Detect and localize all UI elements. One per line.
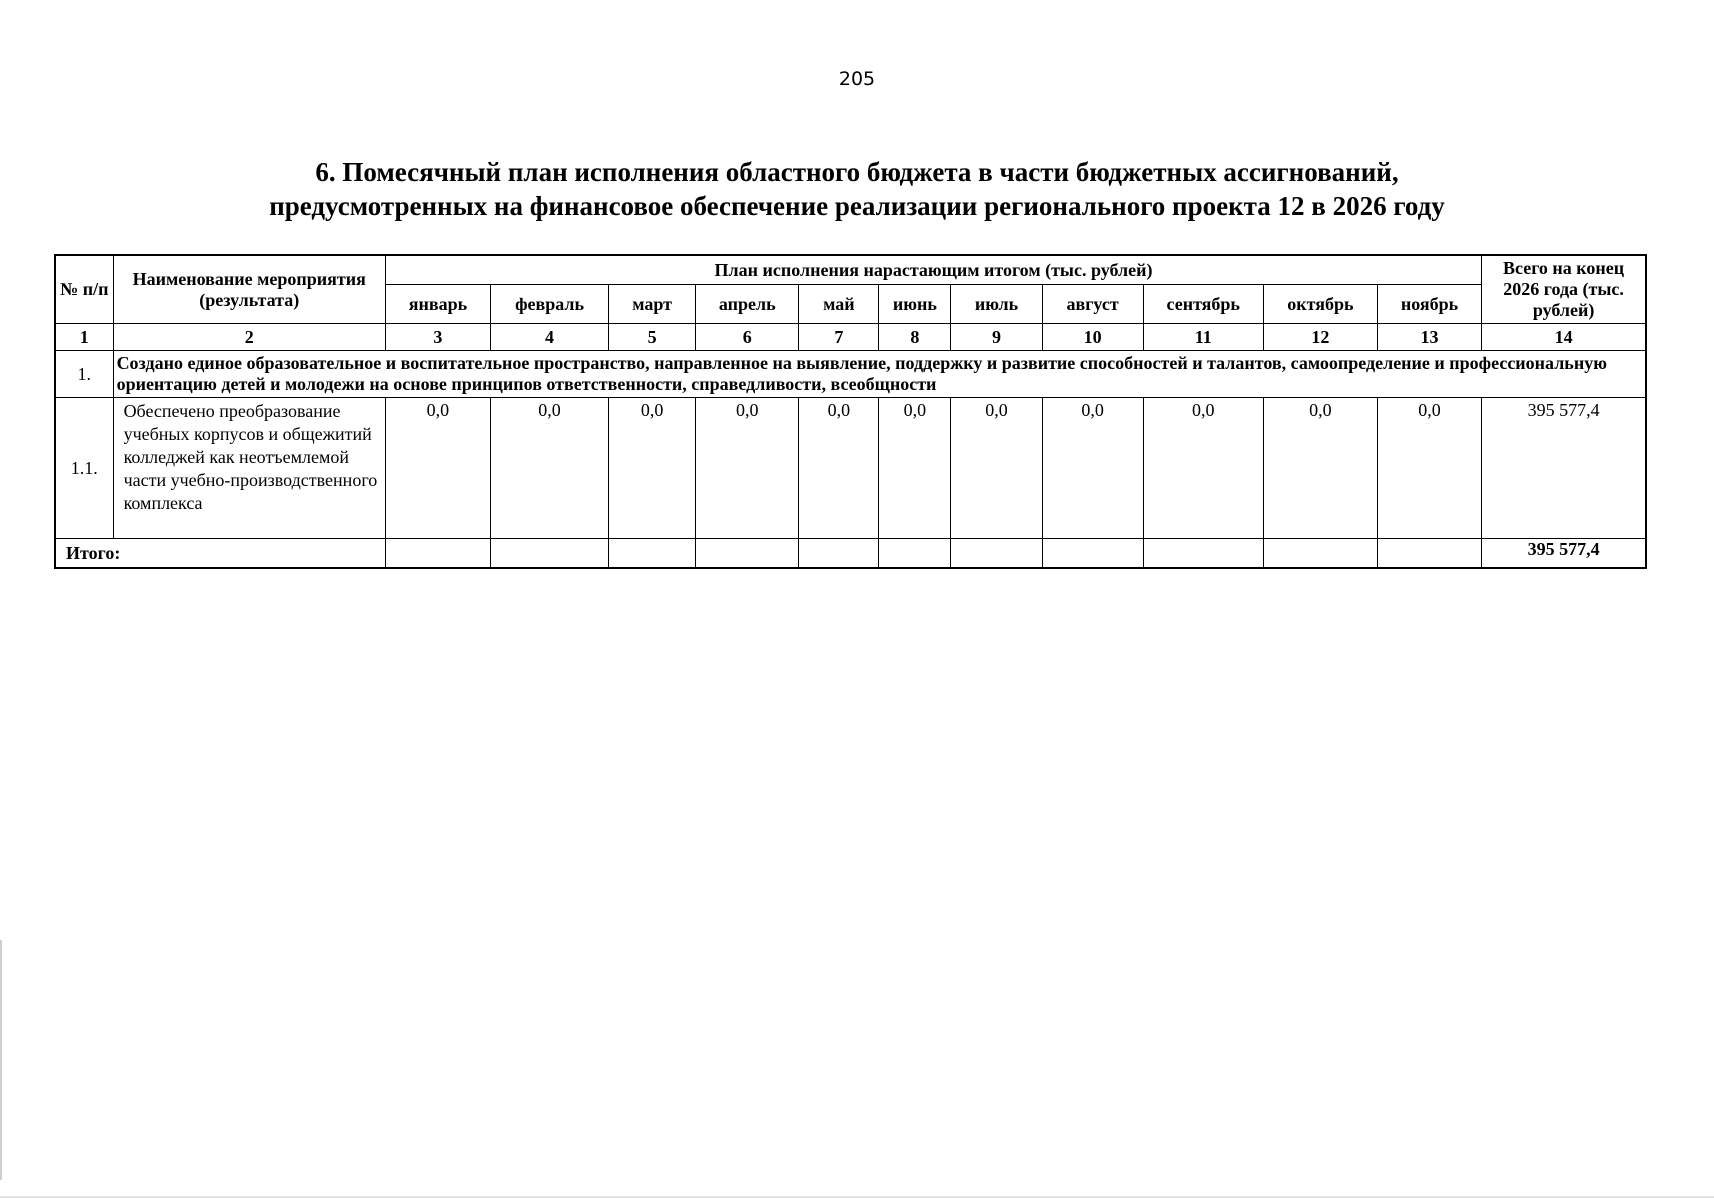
item-month-value: 0,0 — [1377, 398, 1481, 539]
scan-edge-artifact — [0, 940, 2, 1180]
column-number: 9 — [951, 324, 1042, 351]
header-num: № п/п — [55, 255, 113, 324]
total-empty-cell — [1042, 539, 1143, 569]
item-month-value: 0,0 — [799, 398, 879, 539]
item-month-value: 0,0 — [1263, 398, 1377, 539]
document-title — [0, 155, 1714, 223]
total-empty-cell — [385, 539, 490, 569]
column-number: 3 — [385, 324, 490, 351]
item-total-value: 395 577,4 — [1482, 398, 1646, 539]
header-month: октябрь — [1263, 285, 1377, 324]
column-number: 14 — [1482, 324, 1646, 351]
total-empty-cell — [879, 539, 951, 569]
item-month-value: 0,0 — [609, 398, 696, 539]
total-empty-cell — [609, 539, 696, 569]
header-month: февраль — [490, 285, 608, 324]
header-month: ноябрь — [1377, 285, 1481, 324]
column-number: 10 — [1042, 324, 1143, 351]
header-month: март — [609, 285, 696, 324]
title-line-2: предусмотренных на финансовое обеспечение реализации регионального проекта 12 в 2026 году — [269, 191, 1445, 221]
header-month: май — [799, 285, 879, 324]
page-number: 205 — [838, 68, 876, 90]
header-month: июль — [951, 285, 1042, 324]
item-month-value: 0,0 — [879, 398, 951, 539]
header-month: июнь — [879, 285, 951, 324]
total-empty-cell — [951, 539, 1042, 569]
header-total: Всего на конец 2026 года (тыс. рублей) — [1482, 255, 1646, 324]
column-number: 2 — [113, 324, 385, 351]
column-number: 5 — [609, 324, 696, 351]
total-empty-cell — [696, 539, 799, 569]
section-title: Создано единое образовательное и воспитательное пространство, направленное на выявление, поддержку и развитие способностей и талантов, самоопределение и профессиональную ориентацию детей и молодежи на основе принципов ответственности, справедливости, всеобщности — [113, 351, 1646, 398]
column-number: 7 — [799, 324, 879, 351]
header-month: январь — [385, 285, 490, 324]
header-month: сентябрь — [1143, 285, 1263, 324]
total-empty-cell — [490, 539, 608, 569]
column-number: 1 — [55, 324, 113, 351]
total-empty-cell — [799, 539, 879, 569]
budget-plan-table — [54, 254, 1647, 569]
item-month-value: 0,0 — [1143, 398, 1263, 539]
scan-bottom-artifact — [0, 1196, 1714, 1198]
item-month-value: 0,0 — [951, 398, 1042, 539]
item-month-value: 0,0 — [1042, 398, 1143, 539]
total-empty-cell — [1143, 539, 1263, 569]
header-month: август — [1042, 285, 1143, 324]
column-number: 8 — [879, 324, 951, 351]
column-number: 12 — [1263, 324, 1377, 351]
header-month: апрель — [696, 285, 799, 324]
total-value: 395 577,4 — [1482, 539, 1646, 569]
column-number: 6 — [696, 324, 799, 351]
section-number: 1. — [55, 351, 113, 398]
column-number: 4 — [490, 324, 608, 351]
total-empty-cell — [1377, 539, 1481, 569]
column-number: 13 — [1377, 324, 1481, 351]
item-name: Обеспечено преобразование учебных корпусов и общежитий колледжей как неотъемлемой части учебно-производственного комплекса — [113, 398, 385, 539]
header-plan: План исполнения нарастающим итогом (тыс. рублей) — [385, 255, 1481, 285]
total-empty-cell — [1263, 539, 1377, 569]
column-number: 11 — [1143, 324, 1263, 351]
item-month-value: 0,0 — [385, 398, 490, 539]
item-number: 1.1. — [55, 398, 113, 539]
total-label: Итого: — [55, 539, 385, 569]
item-month-value: 0,0 — [696, 398, 799, 539]
header-name: Наименование мероприятия (результата) — [113, 255, 385, 324]
item-month-value: 0,0 — [490, 398, 608, 539]
title-line-1: 6. Помесячный план исполнения областного бюджета в части бюджетных ассигнований, — [315, 157, 1399, 187]
